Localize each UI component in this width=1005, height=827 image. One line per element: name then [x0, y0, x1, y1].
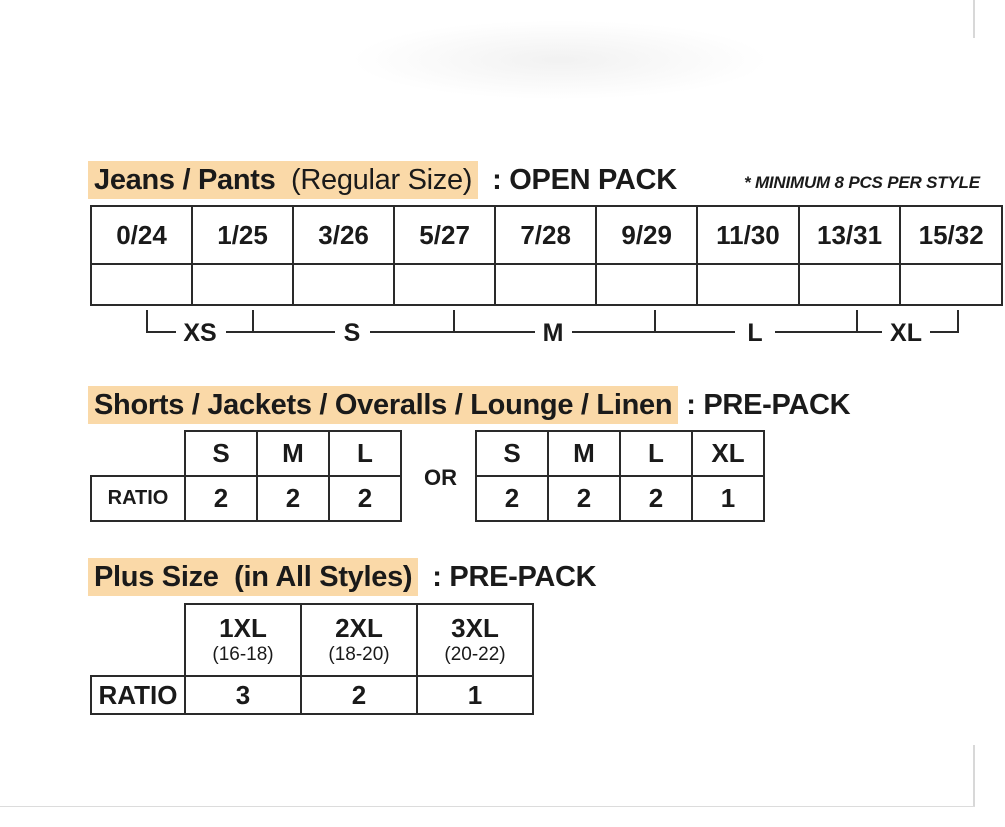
group-label-l: L — [747, 319, 763, 345]
jeans-blank-cell — [293, 264, 394, 305]
jeans-size-cell: 15/32 — [900, 206, 1002, 264]
plus-qualifier: (in All Styles) — [234, 560, 413, 593]
plus-heading-highlight — [88, 558, 418, 596]
jeans-size-cell: 13/31 — [799, 206, 901, 264]
group-label-xl: XL — [890, 319, 922, 345]
shorts-ratio-table-1 — [90, 430, 402, 522]
page-edge — [973, 0, 975, 38]
plus-pack-type: : PRE-PACK — [432, 560, 597, 593]
minimum-note: * MINIMUM 8 PCS PER STYLE — [744, 173, 980, 192]
jeans-blank-cell — [91, 264, 192, 305]
ratio-cell: 1 — [692, 476, 764, 521]
empty-corner-cell — [91, 431, 185, 476]
jeans-blank-cell — [697, 264, 799, 305]
jeans-pack-type: : OPEN PACK — [492, 163, 677, 196]
jeans-size-cell: 7/28 — [495, 206, 596, 264]
plus-size-header — [417, 604, 533, 676]
plus-size-header — [301, 604, 417, 676]
ratio-cell: 2 — [301, 676, 417, 714]
jeans-blank-cell — [495, 264, 596, 305]
plus-title: Plus Size — [94, 560, 219, 593]
jeans-size-cell: 5/27 — [394, 206, 495, 264]
size-header-cell: XL — [692, 431, 764, 476]
jeans-size-table — [90, 205, 1003, 306]
shorts-pack-type: : PRE-PACK — [686, 388, 851, 421]
ratio-cell: 2 — [329, 476, 401, 521]
plus-size-range: (16-18) — [212, 644, 274, 666]
bracket-xs-right — [226, 310, 253, 332]
page-edge — [973, 745, 975, 807]
size-header-cell: M — [548, 431, 620, 476]
ratio-cell: 3 — [185, 676, 301, 714]
empty-corner-cell — [91, 604, 185, 676]
size-header-cell: M — [257, 431, 329, 476]
plus-size-header — [185, 604, 301, 676]
group-label-m: M — [542, 319, 564, 345]
plus-size-range: (18-20) — [328, 644, 390, 666]
size-header-cell: L — [620, 431, 692, 476]
size-header-cell: S — [185, 431, 257, 476]
ratio-cell: 2 — [476, 476, 548, 521]
jeans-blank-cell — [596, 264, 697, 305]
jeans-blank-cell — [900, 264, 1002, 305]
jeans-blank-cell — [192, 264, 293, 305]
bracket-l-right — [775, 310, 857, 332]
bracket-xs-left — [147, 310, 176, 332]
jeans-blank-cell — [799, 264, 901, 305]
group-label-xs: XS — [183, 319, 217, 345]
ratio-cell: 2 — [620, 476, 692, 521]
ratio-cell: 2 — [548, 476, 620, 521]
plus-size-label: 2XL — [335, 612, 383, 643]
ratio-cell: 2 — [257, 476, 329, 521]
plus-ratio-table — [90, 603, 534, 715]
ratio-label: RATIO — [91, 676, 185, 714]
group-label-s: S — [343, 319, 361, 345]
jeans-blank-cell — [394, 264, 495, 305]
jeans-heading — [88, 161, 677, 199]
plus-heading — [88, 558, 596, 596]
jeans-size-cell: 1/25 — [192, 206, 293, 264]
or-label: OR — [424, 465, 457, 490]
jeans-qualifier: (Regular Size) — [291, 163, 473, 196]
page-edge — [0, 806, 975, 807]
jeans-size-cell: 11/30 — [697, 206, 799, 264]
jeans-heading-highlight — [88, 161, 478, 199]
size-group-brackets — [90, 305, 1002, 345]
bracket-xl-right — [930, 310, 958, 332]
ratio-cell: 2 — [185, 476, 257, 521]
size-header-cell: L — [329, 431, 401, 476]
jeans-size-cell: 3/26 — [293, 206, 394, 264]
bracket-s-right — [370, 310, 454, 332]
jeans-title: Jeans / Pants — [94, 163, 276, 196]
shorts-heading — [88, 386, 850, 424]
faded-background-mark — [350, 20, 770, 100]
size-header-cell: S — [476, 431, 548, 476]
plus-size-label: 1XL — [219, 612, 267, 643]
plus-size-range: (20-22) — [444, 644, 506, 666]
shorts-ratio-table-2 — [475, 430, 765, 522]
bracket-m-right — [572, 310, 655, 332]
plus-size-label: 3XL — [451, 612, 499, 643]
shorts-title: Shorts / Jackets / Overalls / Lounge / Linen — [94, 388, 673, 421]
shorts-heading-highlight — [88, 386, 678, 424]
ratio-cell: 1 — [417, 676, 533, 714]
jeans-size-cell: 0/24 — [91, 206, 192, 264]
ratio-label: RATIO — [91, 476, 185, 521]
jeans-size-cell: 9/29 — [596, 206, 697, 264]
